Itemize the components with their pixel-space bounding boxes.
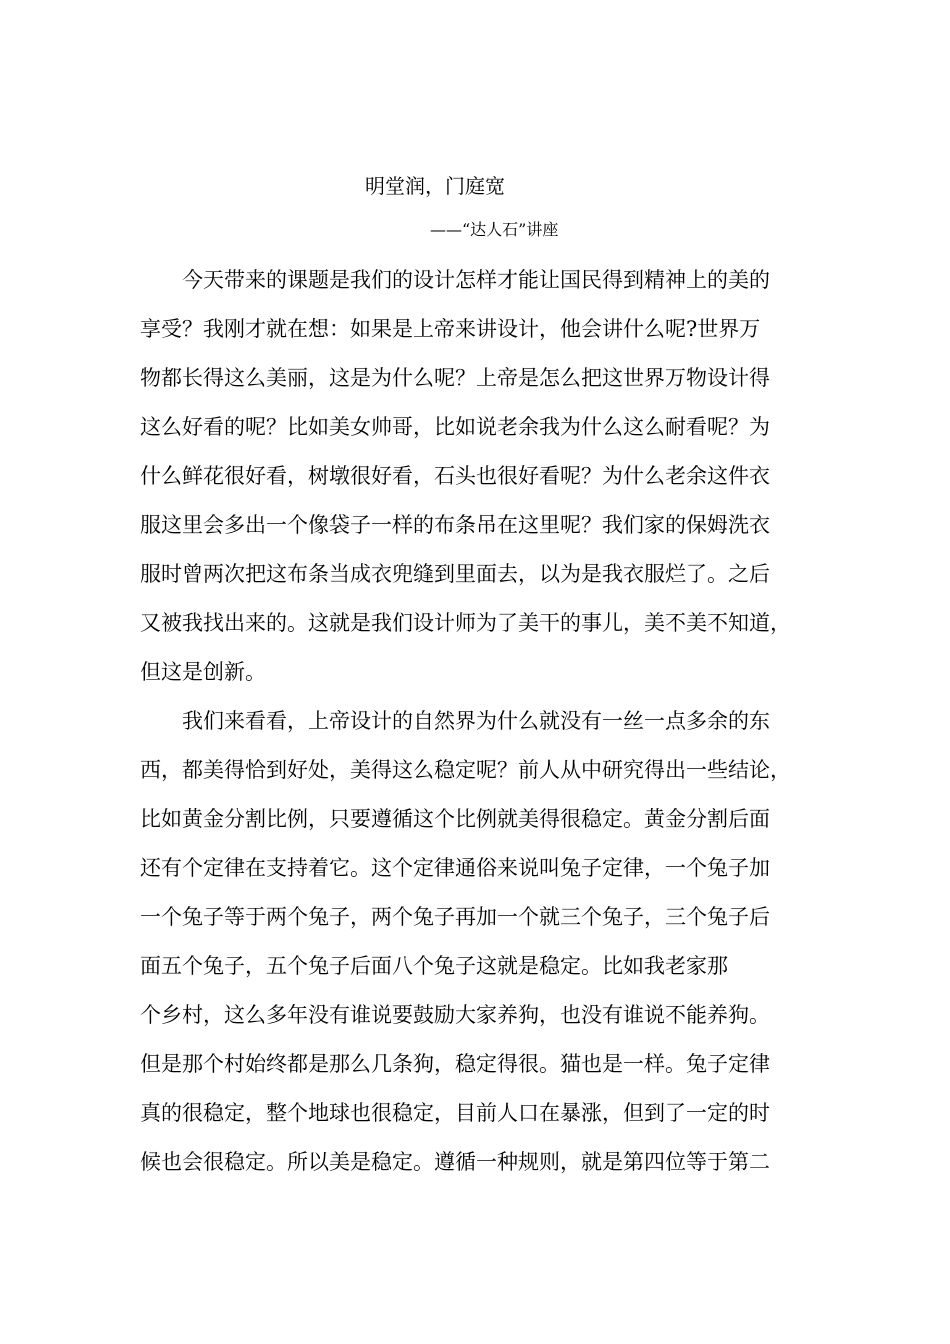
text-line: 真的很稳定，整个地球也很稳定，目前人口在暴涨，但到了一定的时 (140, 1101, 770, 1125)
text-line: 享受？我刚才就在想：如果是上帝来讲设计，他会讲什么呢?世界万 (140, 317, 761, 341)
text-line: 但是那个村始终都是那么几条狗，稳定得很。猫也是一样。兔子定律 (140, 1052, 770, 1076)
text-line: 西，都美得恰到好处，美得这么稳定呢？前人从中研究得出一些结论， (140, 758, 791, 782)
text-line: 比如黄金分割比例，只要遵循这个比例就美得很稳定。黄金分割后面 (140, 807, 770, 831)
text-line: 面五个兔子，五个兔子后面八个兔子这就是稳定。比如我老家那 (140, 954, 728, 978)
document-subtitle: ——“达人石”讲座 (430, 220, 559, 239)
text-line: 我们来看看，上帝设计的自然界为什么就没有一丝一点多余的东 (182, 709, 770, 733)
text-line: 但这是创新。 (140, 660, 266, 684)
text-line: 一个兔子等于两个兔子，两个兔子再加一个就三个兔子，三个兔子后 (140, 905, 770, 929)
text-line: 什么鲜花很好看，树墩很好看，石头也很好看呢？为什么老余这件衣 (140, 464, 770, 488)
text-line: 还有个定律在支持着它。这个定律通俗来说叫兔子定律，一个兔子加 (140, 856, 770, 880)
text-line: 又被我找出来的。这就是我们设计师为了美干的事儿，美不美不知道， (140, 611, 791, 635)
text-line: 个乡村，这么多年没有谁说要鼓励大家养狗，也没有谁说不能养狗。 (140, 1003, 770, 1027)
document-body (140, 256, 820, 1187)
text-line: 服这里会多出一个像袋子一样的布条吊在这里呢？我们家的保姆洗衣 (140, 513, 770, 537)
document-title: 明堂润，门庭宽 (365, 174, 505, 198)
text-line: 今天带来的课题是我们的设计怎样才能让国民得到精神上的美的 (182, 268, 770, 292)
text-line: 物都长得这么美丽，这是为什么呢？上帝是怎么把这世界万物设计得 (140, 366, 770, 390)
text-line: 这么好看的呢？比如美女帅哥，比如说老余我为什么这么耐看呢？为 (140, 415, 770, 439)
text-line: 服时曾两次把这布条当成衣兜缝到里面去，以为是我衣服烂了。之后 (140, 562, 770, 586)
text-line: 候也会很稳定。所以美是稳定。遵循一种规则，就是第四位等于第二 (140, 1150, 770, 1174)
